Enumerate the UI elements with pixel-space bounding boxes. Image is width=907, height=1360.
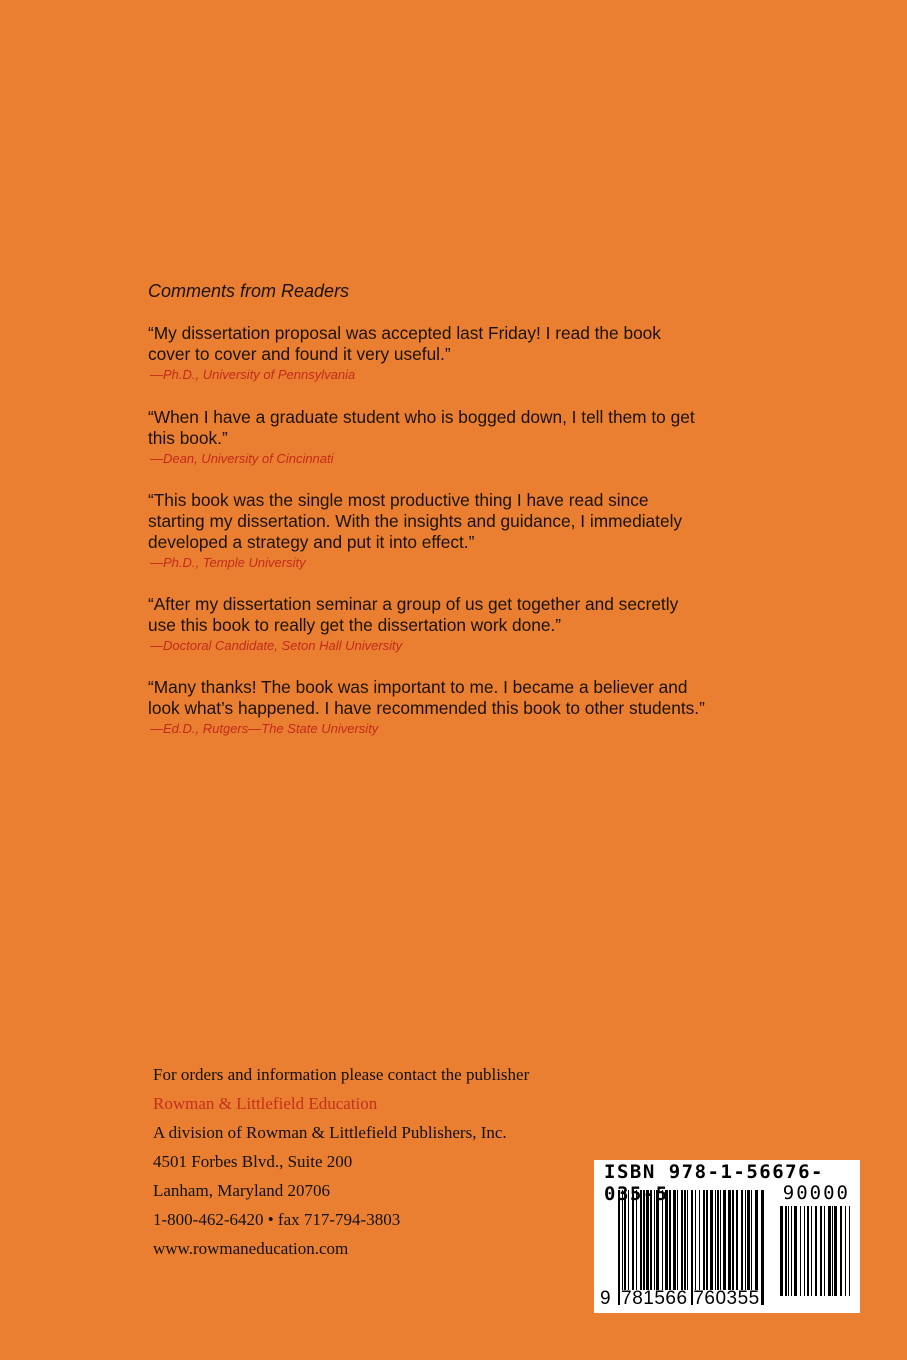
quote-line: “When I have a graduate student who is bogged down, I tell them to get [148, 407, 695, 427]
barcode-bar [654, 1190, 655, 1290]
reader-quote [148, 490, 788, 573]
barcode-bar [751, 1190, 752, 1290]
barcode-bar [699, 1190, 700, 1290]
barcode-bar [720, 1190, 721, 1290]
barcode-bar [643, 1190, 645, 1290]
barcode-bar [628, 1190, 629, 1290]
quote-attribution: —Ed.D., Rutgers—The State University [150, 721, 379, 736]
quote-line: this book.” [148, 428, 228, 448]
quote-attribution: —Doctoral Candidate, Seton Hall University [150, 638, 403, 653]
barcode-bar [840, 1206, 842, 1296]
ean-digits [600, 1288, 760, 1310]
barcode-bar [650, 1190, 652, 1290]
barcode-bar [710, 1190, 713, 1290]
barcode-bar [717, 1190, 719, 1290]
barcode-bar [636, 1190, 637, 1290]
quote-line: look what’s happened. I have recommended this book to other students.” [148, 698, 705, 718]
quote-line: use this book to really get the dissertation work done.” [148, 615, 562, 635]
reader-quote [148, 407, 788, 469]
barcode-bar [695, 1190, 696, 1290]
reader-quote [148, 594, 788, 656]
barcode-bar [761, 1190, 764, 1305]
barcode-bar [834, 1206, 837, 1296]
barcode-bar [669, 1190, 671, 1290]
barcode-bar [706, 1190, 708, 1290]
barcode-bar [741, 1190, 743, 1290]
publisher-division: A division of Rowman & Littlefield Publishers, Inc. [153, 1123, 507, 1142]
quote-line: developed a strategy and put it into effect.” [148, 532, 475, 552]
barcode-bar [687, 1190, 688, 1290]
barcode-bar [849, 1206, 850, 1296]
comments-heading: Comments from Readers [148, 281, 350, 301]
barcode-bar [824, 1206, 825, 1296]
quote-line: “My dissertation proposal was accepted last Friday! I read the book [148, 323, 661, 343]
quote-line: cover to cover and found it very useful.” [148, 344, 451, 364]
quote-attribution: —Ph.D., University of Pennsylvania [150, 367, 356, 382]
barcode-bar [622, 1190, 623, 1290]
quote-attribution: —Ph.D., Temple University [150, 555, 306, 570]
barcode-bar [728, 1190, 731, 1290]
barcode-bar [684, 1190, 686, 1290]
quote-line: “After my dissertation seminar a group of us get together and secretly [148, 594, 679, 614]
publisher-address-line: 4501 Forbes Blvd., Suite 200 [153, 1152, 353, 1171]
barcode-bar [832, 1206, 833, 1296]
barcode-bar [807, 1206, 809, 1296]
barcode-bar [662, 1190, 663, 1290]
barcode-bar [794, 1206, 797, 1296]
barcode-bar [665, 1190, 668, 1290]
barcode-bar [723, 1190, 726, 1290]
reader-quote [148, 323, 788, 385]
barcode-bar [681, 1190, 683, 1290]
publisher-website: www.rowmaneducation.com [153, 1239, 349, 1258]
barcode-bar [715, 1190, 716, 1290]
publisher-address-line: Lanham, Maryland 20706 [153, 1181, 331, 1200]
barcode-bar [804, 1206, 805, 1296]
barcode-bar [646, 1190, 649, 1290]
price-addon: 90000 [782, 1182, 850, 1204]
barcode-bar [820, 1206, 822, 1296]
barcode-bar [747, 1190, 750, 1290]
barcode-bar [632, 1190, 634, 1290]
barcode-bar [788, 1206, 789, 1296]
barcode-bar [677, 1190, 678, 1290]
barcode-bar [624, 1190, 626, 1290]
barcode-bar [703, 1190, 705, 1290]
ean-first-digit: 9 [600, 1288, 611, 1309]
publisher-intro: For orders and information please contact the publisher [153, 1065, 530, 1084]
quote-line: “This book was the single most productive thing I have read since [148, 490, 649, 510]
barcode-bar [745, 1190, 746, 1290]
isbn-number: ISBN 978-1-56676-035-5 [604, 1161, 824, 1205]
barcode-bar [732, 1190, 734, 1290]
barcode-bar [755, 1190, 758, 1290]
barcode-bar [780, 1206, 783, 1296]
barcode-bar [815, 1206, 817, 1296]
barcode-bar [656, 1190, 659, 1290]
publisher-info [153, 1062, 529, 1265]
barcode-bar [845, 1206, 846, 1296]
barcode-bar [785, 1206, 787, 1296]
publisher-name: Rowman & Littlefield Education [153, 1094, 378, 1113]
barcode-bar [828, 1206, 831, 1296]
barcode-bar [791, 1206, 792, 1296]
barcode-bar [800, 1206, 801, 1296]
quote-attribution: —Dean, University of Cincinnati [150, 451, 334, 466]
barcode-bar [640, 1190, 642, 1290]
barcode-bar [736, 1190, 738, 1290]
ean-rest-digits: 781566 760355 [621, 1288, 760, 1309]
isbn-barcode [594, 1160, 860, 1313]
reader-quote [148, 677, 788, 739]
barcode-bar [673, 1190, 676, 1290]
quote-line: starting my dissertation. With the insights and guidance, I immediately [148, 511, 683, 531]
quote-line: “Many thanks! The book was important to me. I became a believer and [148, 677, 688, 697]
publisher-phone: 1-800-462-6420 • fax 717-794-3803 [153, 1210, 401, 1229]
barcode-bar [811, 1206, 812, 1296]
